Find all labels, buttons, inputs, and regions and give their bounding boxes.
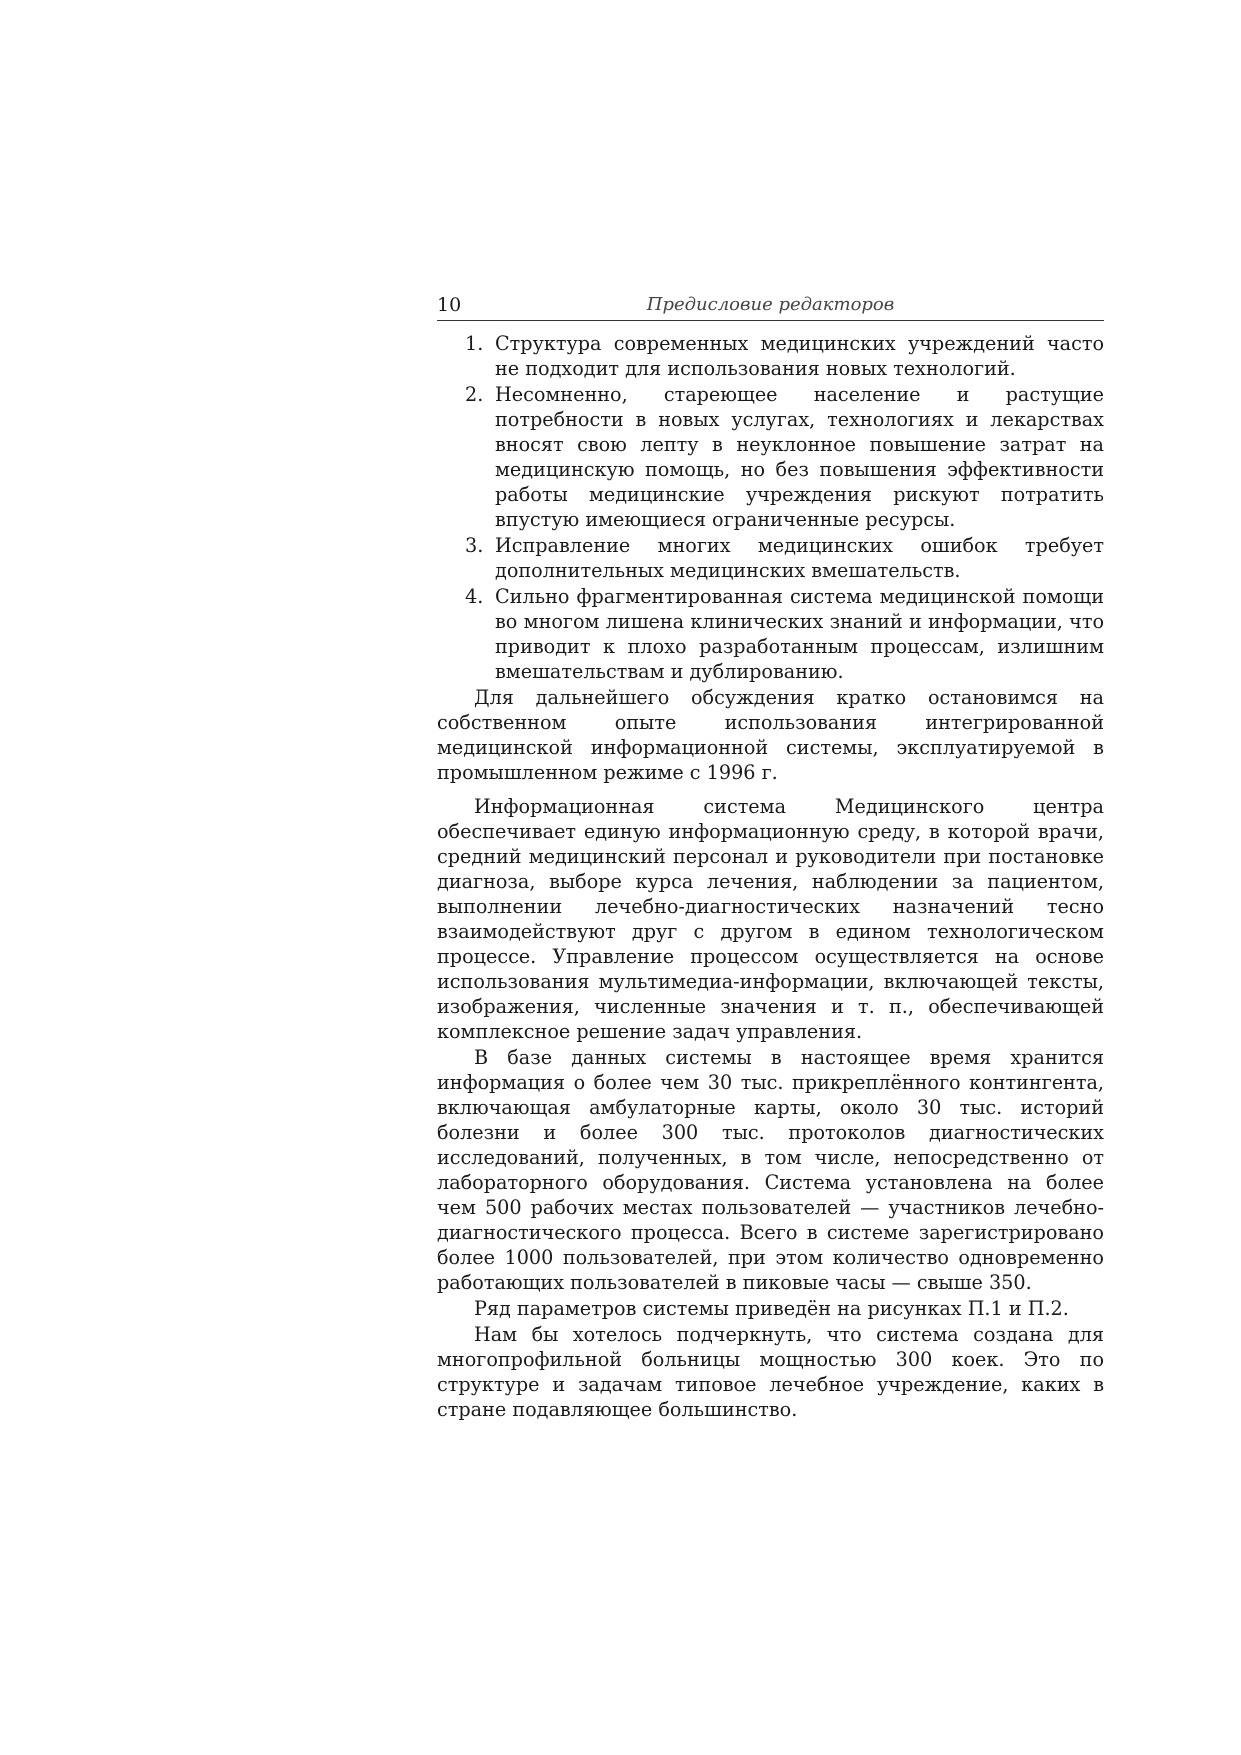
list-item-text: Несомненно, стареющее население и растущие потребности в новых услугах, технологиях и лекарствах вносят свою лепту в неуклонное повышение затрат на медицинскую помощь, но без повышения эффективности работы медицинские учреждения рискуют потратить впустую имеющиеся ограниченные ресурсы. <box>495 383 1104 531</box>
list-item <box>437 584 1104 684</box>
running-title: Предисловие редакторов <box>646 294 895 315</box>
book-page <box>437 290 1104 1422</box>
list-item <box>437 382 1104 532</box>
list-item-text: Структура современных медицинских учреждений часто не подходит для использования новых технологий. <box>495 332 1104 380</box>
paragraph: В базе данных системы в настоящее время хранится информация о более чем 30 тыс. прикреплённого контингента, включающая амбулаторные карты, около 30 тыс. историй болезни и более 300 тыс. протоколов диагностических исследований, полученных, в том числе, непосредственно от лабораторного оборудования. Система установлена на более чем 500 рабочих местах пользователей — участников лечебно-диагностического процесса. Всего в системе зарегистрировано более 1000 пользователей, при этом количество одновременно работающих пользователей в пиковые часы — свыше 350. <box>437 1046 1104 1294</box>
paragraph: Ряд параметров системы приведён на рисунках П.1 и П.2. <box>474 1297 1069 1320</box>
running-head <box>437 290 1104 321</box>
list-item <box>437 533 1104 583</box>
list-item-number: 4. <box>465 585 484 608</box>
list-item-number: 2. <box>465 383 484 406</box>
list-item <box>437 331 1104 381</box>
paragraph: Нам бы хотелось подчеркнуть, что система создана для многопрофильной больницы мощностью 300 коек. Это по структуре и задачам типовое лечебное учреждение, каких в стране подавляющее большинство. <box>437 1323 1104 1421</box>
paragraph: Информационная система Медицинского центра обеспечивает единую информационную среду, в которой врачи, средний медицинский персонал и руководители при постановке диагноза, выборе курса лечения, наблюдении за пациентом, выполнении лечебно-диагностических назначений тесно взаимодействуют друг с другом в едином технологическом процессе. Управление процессом осуществляется на основе использования мультимедиа-информации, включающей тексты, изображения, численные значения и т. п., обеспечивающей комплексное решение задач управления. <box>437 795 1104 1043</box>
page-number: 10 <box>437 294 462 316</box>
list-item-text: Исправление многих медицинских ошибок требует дополнительных медицинских вмешательств. <box>495 534 1104 582</box>
list-item-text: Сильно фрагментированная система медицинской помощи во многом лишена клинических знаний и информации, что приводит к плохо разработанным процессам, излишним вмешательствам и дублированию. <box>495 585 1104 683</box>
numbered-list <box>437 331 1104 684</box>
list-item-number: 1. <box>465 332 484 355</box>
list-item-number: 3. <box>465 534 484 557</box>
paragraph: Для дальнейшего обсуждения кратко остановимся на собственном опыте использования интегрированной медицинской информационной системы, эксплуатируемой в промышленном режиме с 1996 г. <box>437 686 1104 784</box>
